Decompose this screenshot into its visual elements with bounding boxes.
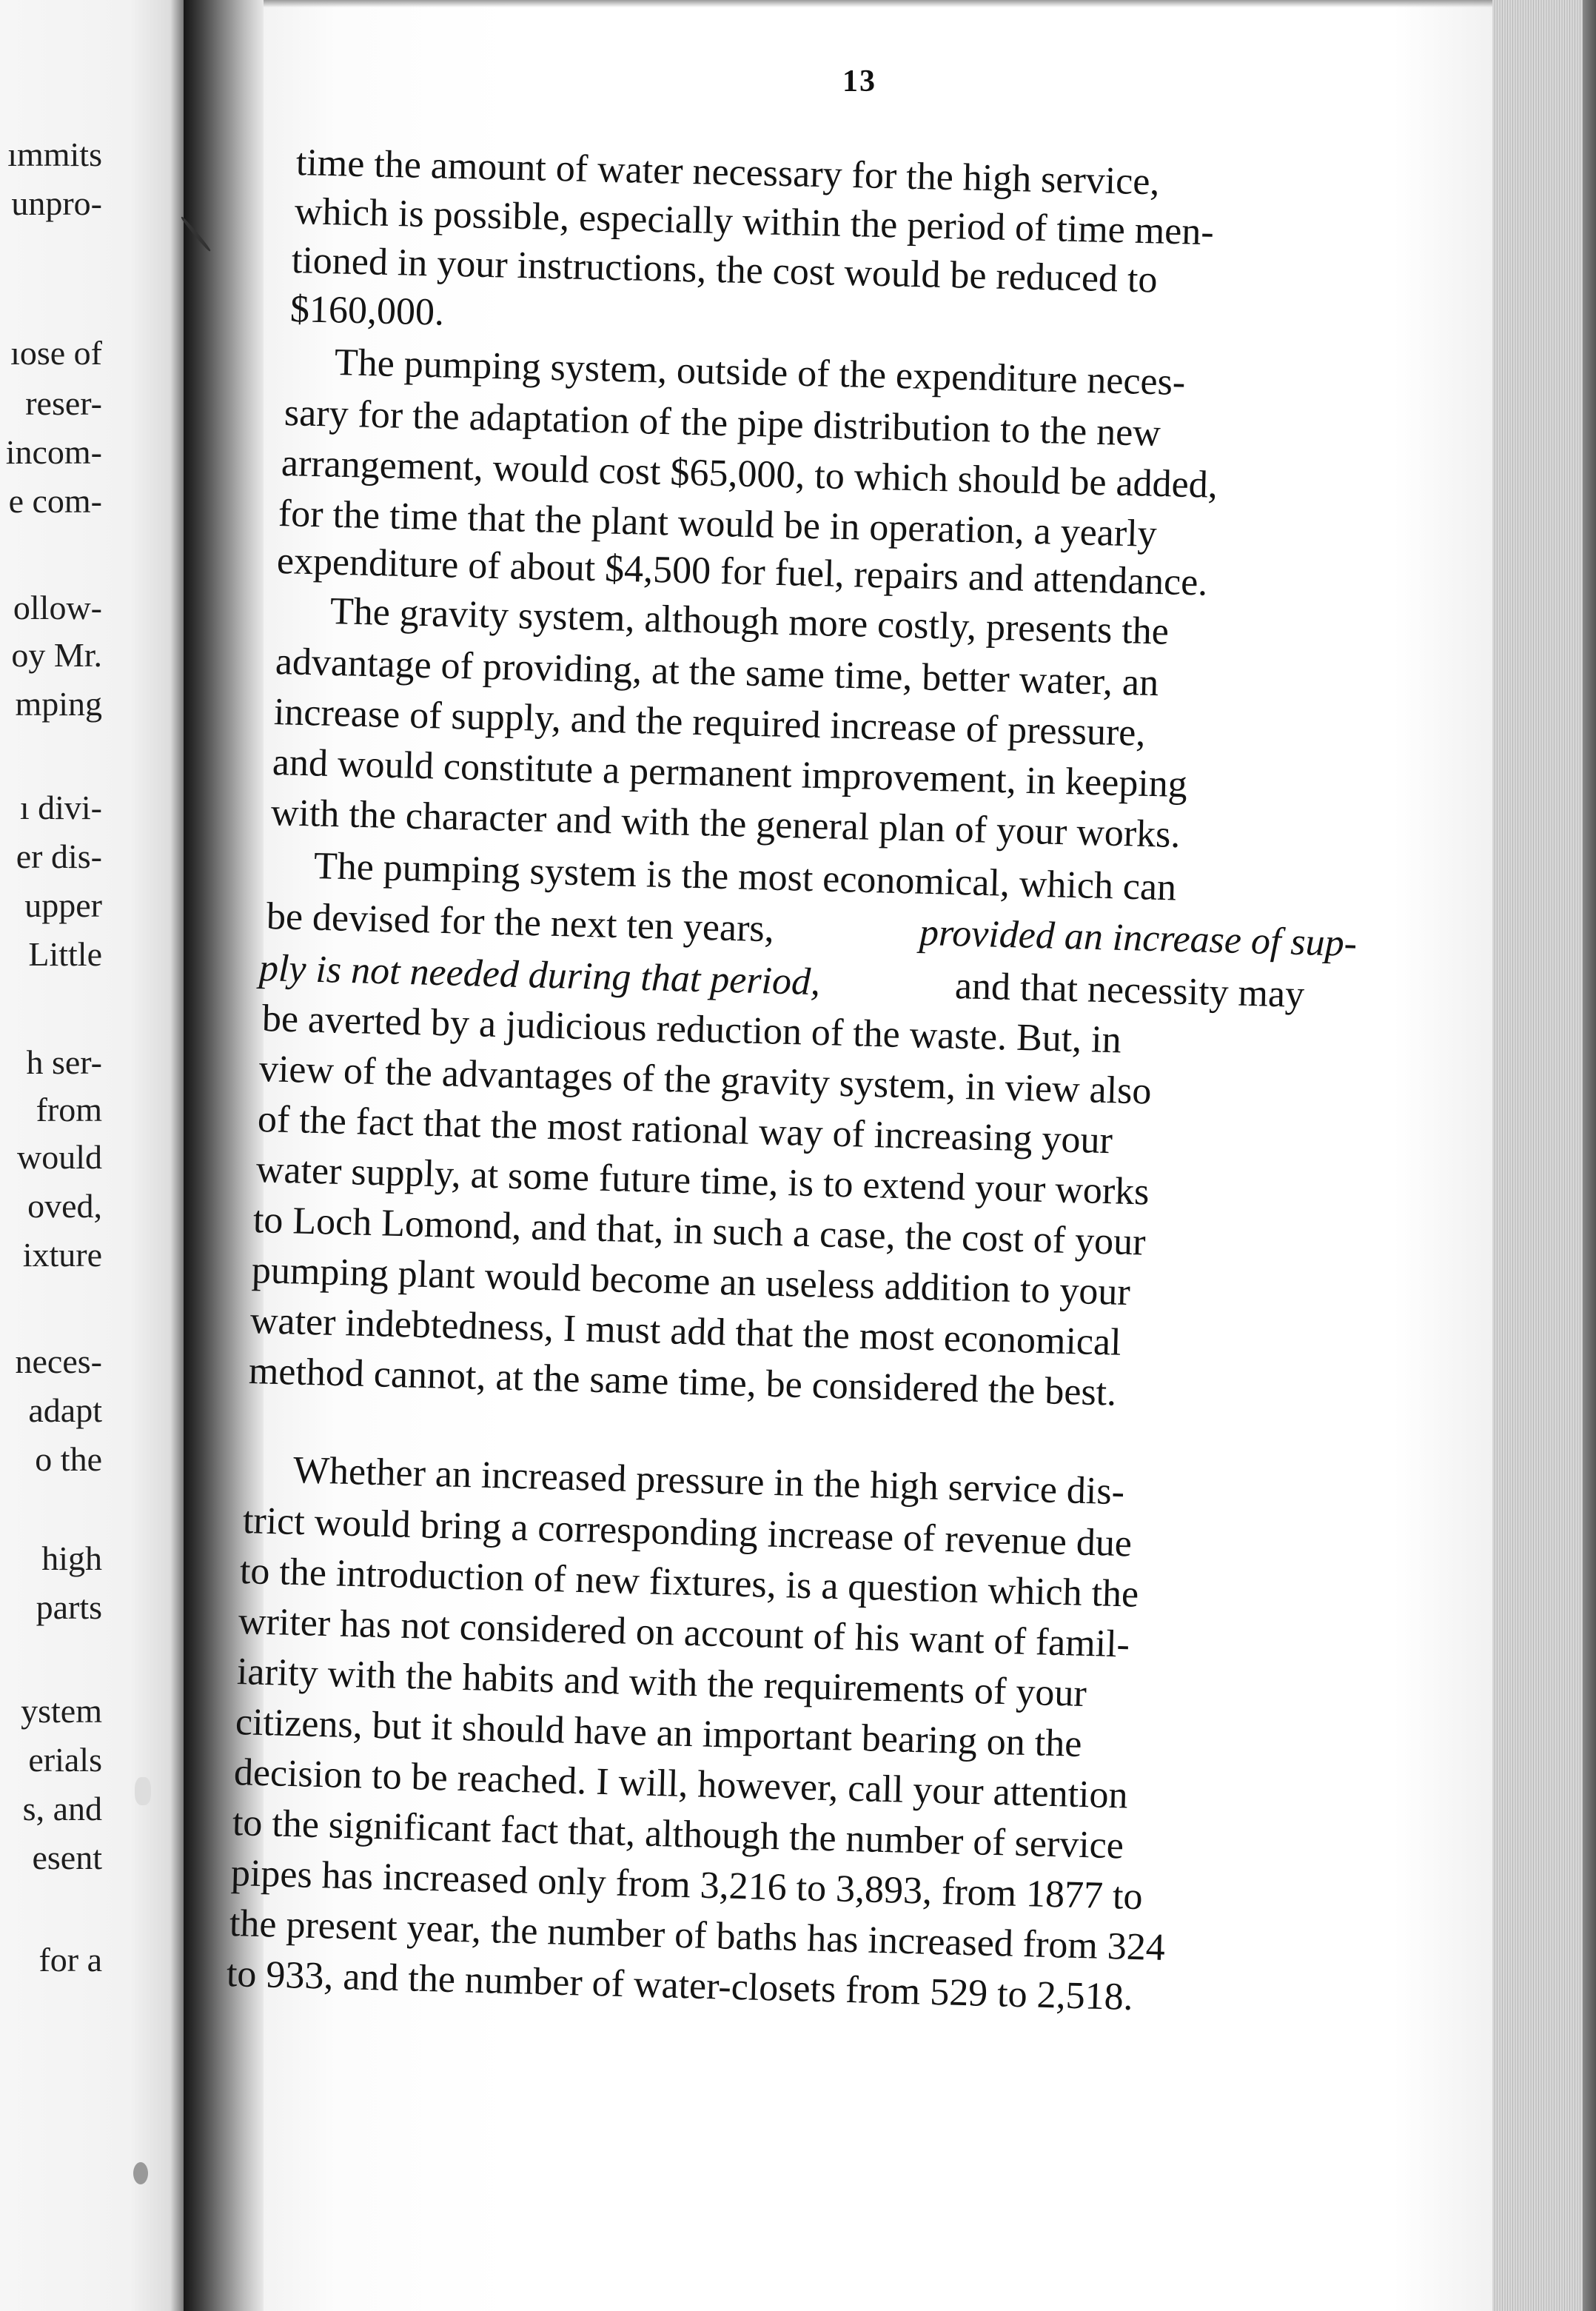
text-line: Whether an increased pressure in the high service dis- <box>292 1449 1125 1514</box>
text-line: with the character and with the general plan of your works. <box>270 792 1181 857</box>
scan-speck <box>133 2162 148 2184</box>
left-page-fragment: mping <box>15 685 102 723</box>
left-page-fragment: adapt <box>28 1391 102 1429</box>
text-line: of the fact that the most rational way of increasing your <box>257 1098 1113 1163</box>
text-line-italic <box>919 911 1357 966</box>
left-page-fragment: oy Mr. <box>11 636 102 674</box>
left-page-fragment: e com- <box>8 482 102 520</box>
italic-phrase: ply is not needed during that period, <box>258 947 821 1004</box>
left-page-fragment: Little <box>28 935 102 973</box>
text-line: arrangement, would cost $65,000, to which should be added, <box>281 442 1218 506</box>
text-line: expenditure of about $4,500 for fuel, repairs and attendance. <box>276 540 1208 604</box>
text-line: iarity with the habits and with the requirements of your <box>236 1651 1087 1716</box>
left-page-fragment: would <box>17 1138 102 1176</box>
text-line: and that necessity may <box>954 965 1305 1016</box>
left-page-fragment: s, and <box>22 1790 102 1827</box>
text-line: time the amount of water necessary for the high service, <box>295 141 1161 204</box>
text-line: trict would bring a corresponding increase of revenue due <box>242 1499 1133 1565</box>
scan-speck <box>135 1777 151 1805</box>
page-edges-shadow <box>1583 0 1596 2311</box>
left-page-fragment: ı divi- <box>19 789 102 826</box>
text-line: be averted by a judicious reduction of the waste. But, in <box>261 997 1122 1062</box>
left-page-fragment: h ser- <box>26 1043 102 1081</box>
text-line: be devised for the next ten years, <box>266 895 775 951</box>
left-page-fragment: neces- <box>15 1342 102 1380</box>
text-line: method cannot, at the same time, be considered the best. <box>248 1350 1117 1414</box>
text-line: The gravity system, although more costly, presents the <box>329 590 1170 653</box>
left-page-fragment: ımmits <box>7 136 102 173</box>
text-line: The pumping system, outside of the expenditure neces- <box>334 341 1186 404</box>
text-line-italic <box>258 946 821 1005</box>
left-page-fragment: unpro- <box>11 184 102 222</box>
left-page-fragment: incom- <box>5 433 102 471</box>
left-page-fragment: erials <box>28 1741 102 1779</box>
text-line: decision to be reached. I will, however, call your attention <box>233 1751 1129 1817</box>
text-line: the present year, the number of baths has increased from 324 <box>229 1902 1166 1970</box>
text-line: pipes has increased only from 3,216 to 3,893, from 1877 to <box>230 1852 1144 1919</box>
text-line: tioned in your instructions, the cost would be reduced to <box>291 239 1159 301</box>
text-line: for the time that the plant would be in operation, a yearly <box>278 492 1158 555</box>
text-line: sary for the adaptation of the pipe distribution to the new <box>284 392 1161 455</box>
text-line: water indebtedness, I must add that the most economical <box>249 1300 1122 1364</box>
left-page-fragment: from <box>36 1091 102 1128</box>
left-page-fragment: oved, <box>27 1187 102 1225</box>
text-line: increase of supply, and the required increase of pressure, <box>273 691 1147 755</box>
left-page-fragment: esent <box>32 1839 102 1876</box>
text-line: water supply, at some future time, is to extend your works <box>255 1148 1150 1214</box>
left-page-fragment: for a <box>38 1941 102 1979</box>
text-line: advantage of providing, at the same time, better water, an <box>275 641 1159 705</box>
left-page-fragment: ixture <box>22 1236 102 1274</box>
left-page-fragment: ıose of <box>10 334 102 372</box>
text-line: to the introduction of new fixtures, is a question which the <box>239 1550 1139 1616</box>
text-line: and would constitute a permanent improvement, in keeping <box>272 741 1188 806</box>
left-page-fragment: upper <box>24 886 102 924</box>
left-page-fragment: o the <box>35 1440 102 1478</box>
page-edges <box>1492 0 1596 2311</box>
text-line: to the significant fact that, although the number of service <box>232 1802 1124 1867</box>
text-line: pumping plant would become an useless addition to your <box>251 1249 1131 1314</box>
text-line: $160,000. <box>289 288 445 334</box>
text-line: to Loch Lomond, and that, in such a case, the cost of your <box>252 1199 1147 1264</box>
text-line: citizens, but it should have an important bearing on the <box>235 1701 1083 1765</box>
text-line: to 933, and the number of water-closets from 529 to 2,518. <box>226 1953 1134 2019</box>
left-page-fragment: high <box>41 1539 102 1577</box>
page-number: 13 <box>842 64 876 98</box>
left-page-fragment: ystem <box>21 1692 102 1730</box>
text-line: view of the advantages of the gravity system, in view also <box>258 1048 1153 1113</box>
left-page-fragment: parts <box>36 1588 102 1626</box>
left-page-fragment: ollow- <box>13 589 102 626</box>
left-page-fragment: reser- <box>25 384 102 422</box>
text-line: which is possible, especially within the period of time men- <box>294 190 1215 254</box>
italic-phrase: provided an increase of sup- <box>919 912 1358 965</box>
left-page-fragment: er dis- <box>16 837 102 875</box>
text-line: writer has not considered on account of his want of famil- <box>238 1600 1130 1666</box>
text-line: The pumping system is the most economical, which can <box>313 845 1177 909</box>
